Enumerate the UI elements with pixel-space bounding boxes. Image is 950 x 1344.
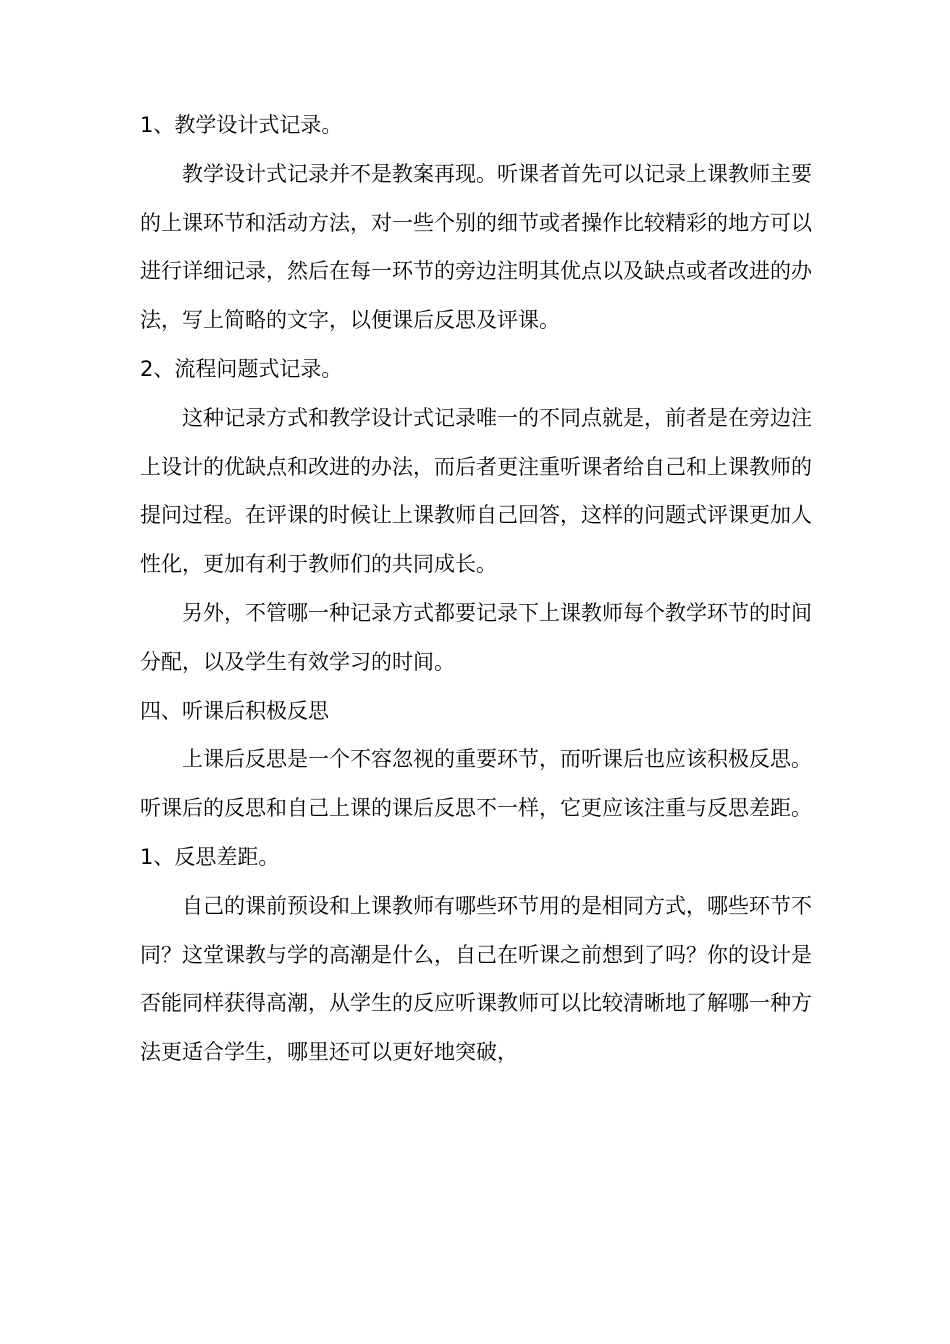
heading-1-gap: 1、反思差距。 [140, 844, 280, 869]
paragraph-process-question: 这种记录方式和教学设计式记录唯一的不同点就是，前者是在旁边注上设计的优缺点和改进的办法，而后者更注重听课者给自己和上课教师的提问过程。在评课的时候让上课教师自己回答，这样的问题式评课更加人性化，更加有利于教师们的共同成长。 [140, 405, 812, 577]
document-body [140, 101, 812, 1077]
paragraph-reflection: 上课后反思是一个不容忽视的重要环节，而听课后也应该积极反思。听课后的反思和自己上课的课后反思不一样，它更应该注重与反思差距。 [140, 747, 812, 821]
heading-1-teaching-design: 1、教学设计式记录。 [140, 113, 343, 137]
paragraph-teaching-design: 教学设计式记录并不是教案再现。听课者首先可以记录上课教师主要的上课环节和活动方法，对一些个别的细节或者操作比较精彩的地方可以进行详细记录，然后在每一环节的旁边注明其优点以及缺点或者改进的办法，写上简略的文字，以便课后反思及评课。 [140, 161, 812, 333]
heading-2-process-question: 2、流程问题式记录。 [140, 356, 343, 381]
paragraph-gap: 自己的课前预设和上课教师有哪些环节用的是相同方式，哪些环节不同？这堂课教与学的高潮是什么，自己在听课之前想到了吗？你的设计是否能同样获得高潮，从学生的反应听课教师可以比较清晰地了解哪一种方法更适合学生，哪里还可以更好地突破， [140, 893, 812, 1065]
paragraph-time-allocation: 另外，不管哪一种记录方式都要记录下上课教师每个教学环节的时间分配，以及学生有效学习的时间。 [140, 600, 812, 674]
heading-section-four: 四、听课后积极反思 [140, 698, 329, 723]
